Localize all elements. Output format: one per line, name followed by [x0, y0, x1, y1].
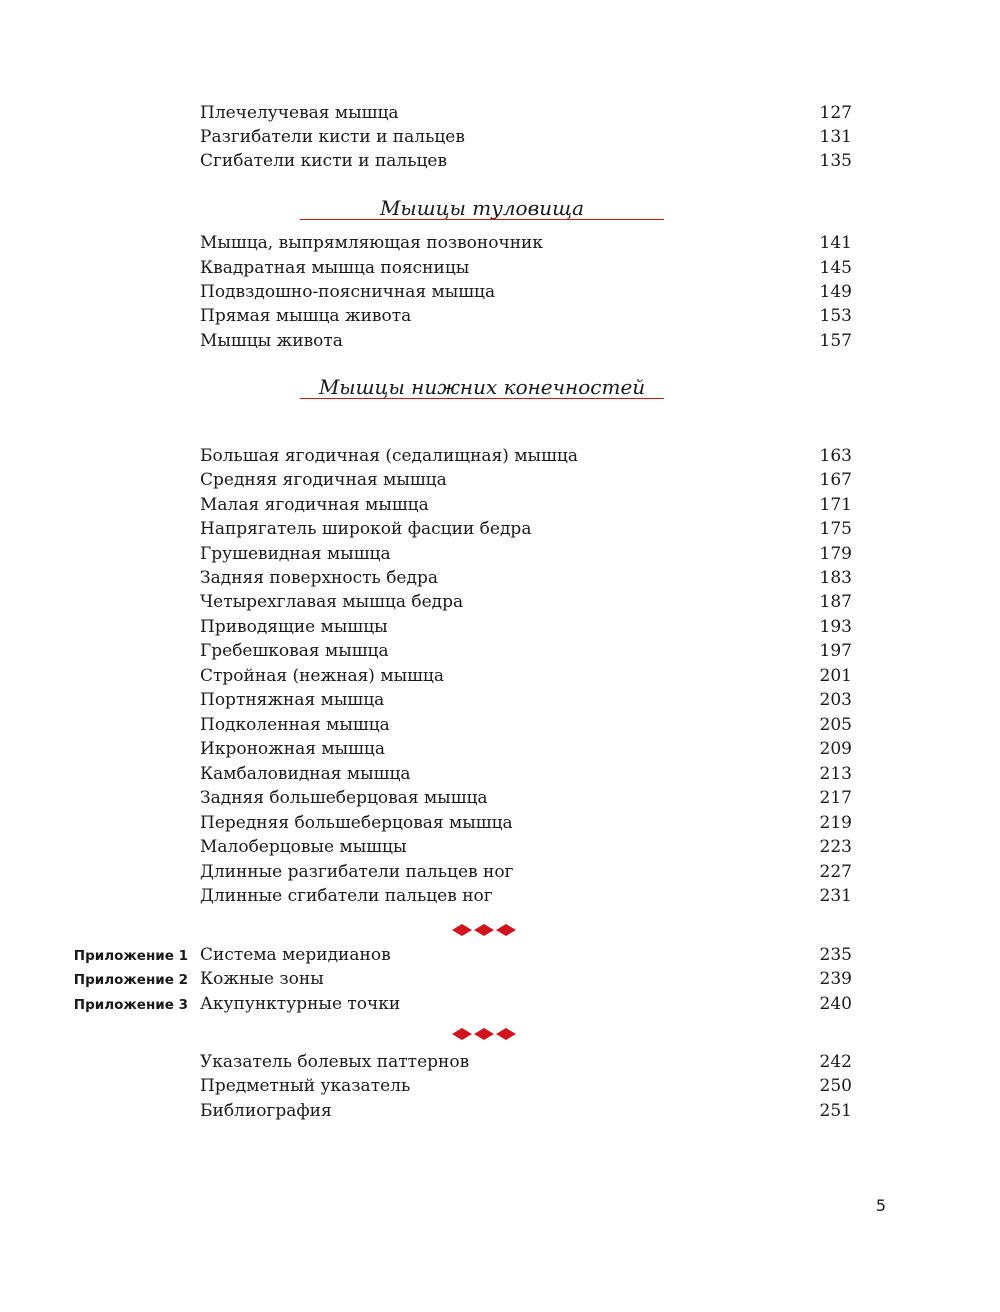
toc-entry-title: Большая ягодичная (седалищная) мышца [200, 446, 578, 466]
toc-entry-page: 231 [819, 886, 852, 906]
toc-entry [200, 786, 852, 810]
toc-entry [200, 231, 852, 255]
toc-entry [200, 1099, 852, 1123]
toc-entry-title: Малоберцовые мышцы [200, 837, 407, 857]
toc-entry [200, 125, 852, 149]
toc-appendix-entry [73, 967, 852, 991]
toc-entry-page: 223 [819, 837, 852, 857]
toc-entry [200, 493, 852, 517]
toc-entry [200, 280, 852, 304]
toc-entry-page: 153 [819, 306, 852, 326]
toc-entry-title: Указатель болевых паттернов [200, 1052, 470, 1072]
toc-entry-title: Передняя большеберцовая мышца [200, 813, 513, 833]
toc-entry-title: Приводящие мышцы [200, 617, 388, 637]
toc-entry-title: Плечелучевая мышца [200, 103, 399, 123]
toc-entry-title: Четырехглавая мышца бедра [200, 592, 464, 612]
toc-entry-page: 205 [819, 715, 852, 735]
toc-entry-title: Подколенная мышца [200, 715, 390, 735]
toc-entry [200, 664, 852, 688]
toc-entry-page: 240 [819, 994, 852, 1014]
toc-entry-title: Система меридианов [200, 945, 391, 965]
toc-entry-page: 242 [819, 1052, 852, 1072]
toc-entry-title: Предметный указатель [200, 1076, 411, 1096]
toc-entry-page: 197 [819, 641, 852, 661]
toc-entry-title: Подвздошно-поясничная мышца [200, 282, 496, 302]
toc-entry-title: Прямая мышца живота [200, 306, 412, 326]
toc-entry-title: Задняя поверхность бедра [200, 568, 438, 588]
toc-entry-page: 131 [819, 127, 852, 147]
toc-entry-page: 203 [819, 690, 852, 710]
toc-entry [200, 884, 852, 908]
section-heading-trunk: Мышцы туловища [379, 196, 585, 220]
toc-entry-page: 157 [819, 331, 852, 351]
toc-entry-page: 193 [819, 617, 852, 637]
toc-entry-page: 175 [819, 519, 852, 539]
toc-entry-page: 251 [819, 1101, 852, 1121]
toc-appendix-entry [73, 992, 852, 1016]
toc-entry-title: Камбаловидная мышца [200, 764, 411, 784]
toc-entry [200, 329, 852, 353]
section-rule [300, 219, 664, 220]
toc-entry-title: Мышца, выпрямляющая позвоночник [200, 233, 544, 253]
appendix-label: Приложение 1 [73, 948, 188, 964]
toc-entry-page: 183 [819, 568, 852, 588]
toc-entry [200, 811, 852, 835]
toc-entry [200, 860, 852, 884]
toc-entry-page: 227 [819, 862, 852, 882]
toc-entry-title: Икроножная мышца [200, 739, 385, 759]
toc-entry [200, 256, 852, 280]
toc-entry-title: Стройная (нежная) мышца [200, 666, 444, 686]
toc-entry-title: Длинные разгибатели пальцев ног [200, 862, 514, 882]
toc-entry [200, 304, 852, 328]
toc-entry-page: 187 [819, 592, 852, 612]
toc-entry-title: Задняя большеберцовая мышца [200, 788, 488, 808]
toc-entry-page: 250 [819, 1076, 852, 1096]
toc-entry [200, 517, 852, 541]
toc-entry-title: Разгибатели кисти и пальцев [200, 127, 465, 147]
toc-entry-page: 179 [819, 544, 852, 564]
page-number: 5 [875, 1196, 886, 1215]
toc-entry-page: 163 [819, 446, 852, 466]
toc-entry [200, 737, 852, 761]
toc-entry-title: Квадратная мышца поясницы [200, 258, 470, 278]
toc-entry [200, 762, 852, 786]
toc-entry-page: 149 [819, 282, 852, 302]
toc-entry-title: Портняжная мышца [200, 690, 385, 710]
toc-entry [200, 1050, 852, 1074]
toc-entry [200, 101, 852, 125]
diamond-ornament-icon [452, 924, 516, 936]
toc-entry [200, 835, 852, 859]
toc-entry-title: Акупунктурные точки [200, 994, 401, 1014]
toc-entry-page: 213 [819, 764, 852, 784]
toc-entry-page: 217 [819, 788, 852, 808]
toc-entry [200, 615, 852, 639]
toc-entry-page: 209 [819, 739, 852, 759]
toc-entry-page: 219 [819, 813, 852, 833]
toc-entry-title: Малая ягодичная мышца [200, 495, 429, 515]
toc-entry-title: Мышцы живота [200, 331, 343, 351]
toc-entry [200, 468, 852, 492]
toc-entry-page: 127 [819, 103, 852, 123]
toc-entry [200, 688, 852, 712]
toc-entry-page: 145 [819, 258, 852, 278]
toc-entry-page: 239 [819, 969, 852, 989]
toc-entry-page: 171 [819, 495, 852, 515]
toc-entry [200, 1074, 852, 1098]
toc-entry-title: Напрягатель широкой фасции бедра [200, 519, 532, 539]
toc-appendix-entry [73, 943, 852, 967]
toc-entry [200, 542, 852, 566]
toc-entry-title: Гребешковая мышца [200, 641, 389, 661]
toc-entry-title: Грушевидная мышца [200, 544, 391, 564]
toc-entry-title: Библиография [200, 1101, 332, 1121]
toc-entry-page: 167 [819, 470, 852, 490]
toc-entry-title: Длинные сгибатели пальцев ног [200, 886, 493, 906]
toc-entry-page: 141 [819, 233, 852, 253]
toc-entry-title: Сгибатели кисти и пальцев [200, 151, 448, 171]
toc-entry [200, 149, 852, 173]
appendix-label: Приложение 2 [73, 972, 188, 988]
toc-entry [200, 444, 852, 468]
toc-entry [200, 713, 852, 737]
toc-entry [200, 566, 852, 590]
toc-entry [200, 639, 852, 663]
section-heading-lower: Мышцы нижних конечностей [318, 375, 646, 399]
toc-entry [200, 590, 852, 614]
toc-entry-title: Кожные зоны [200, 969, 324, 989]
appendix-label: Приложение 3 [73, 997, 188, 1013]
section-rule [300, 398, 664, 399]
toc-entry-page: 135 [819, 151, 852, 171]
diamond-ornament-icon [452, 1028, 516, 1040]
toc-entry-title: Средняя ягодичная мышца [200, 470, 447, 490]
toc-entry-page: 201 [819, 666, 852, 686]
toc-entry-page: 235 [819, 945, 852, 965]
